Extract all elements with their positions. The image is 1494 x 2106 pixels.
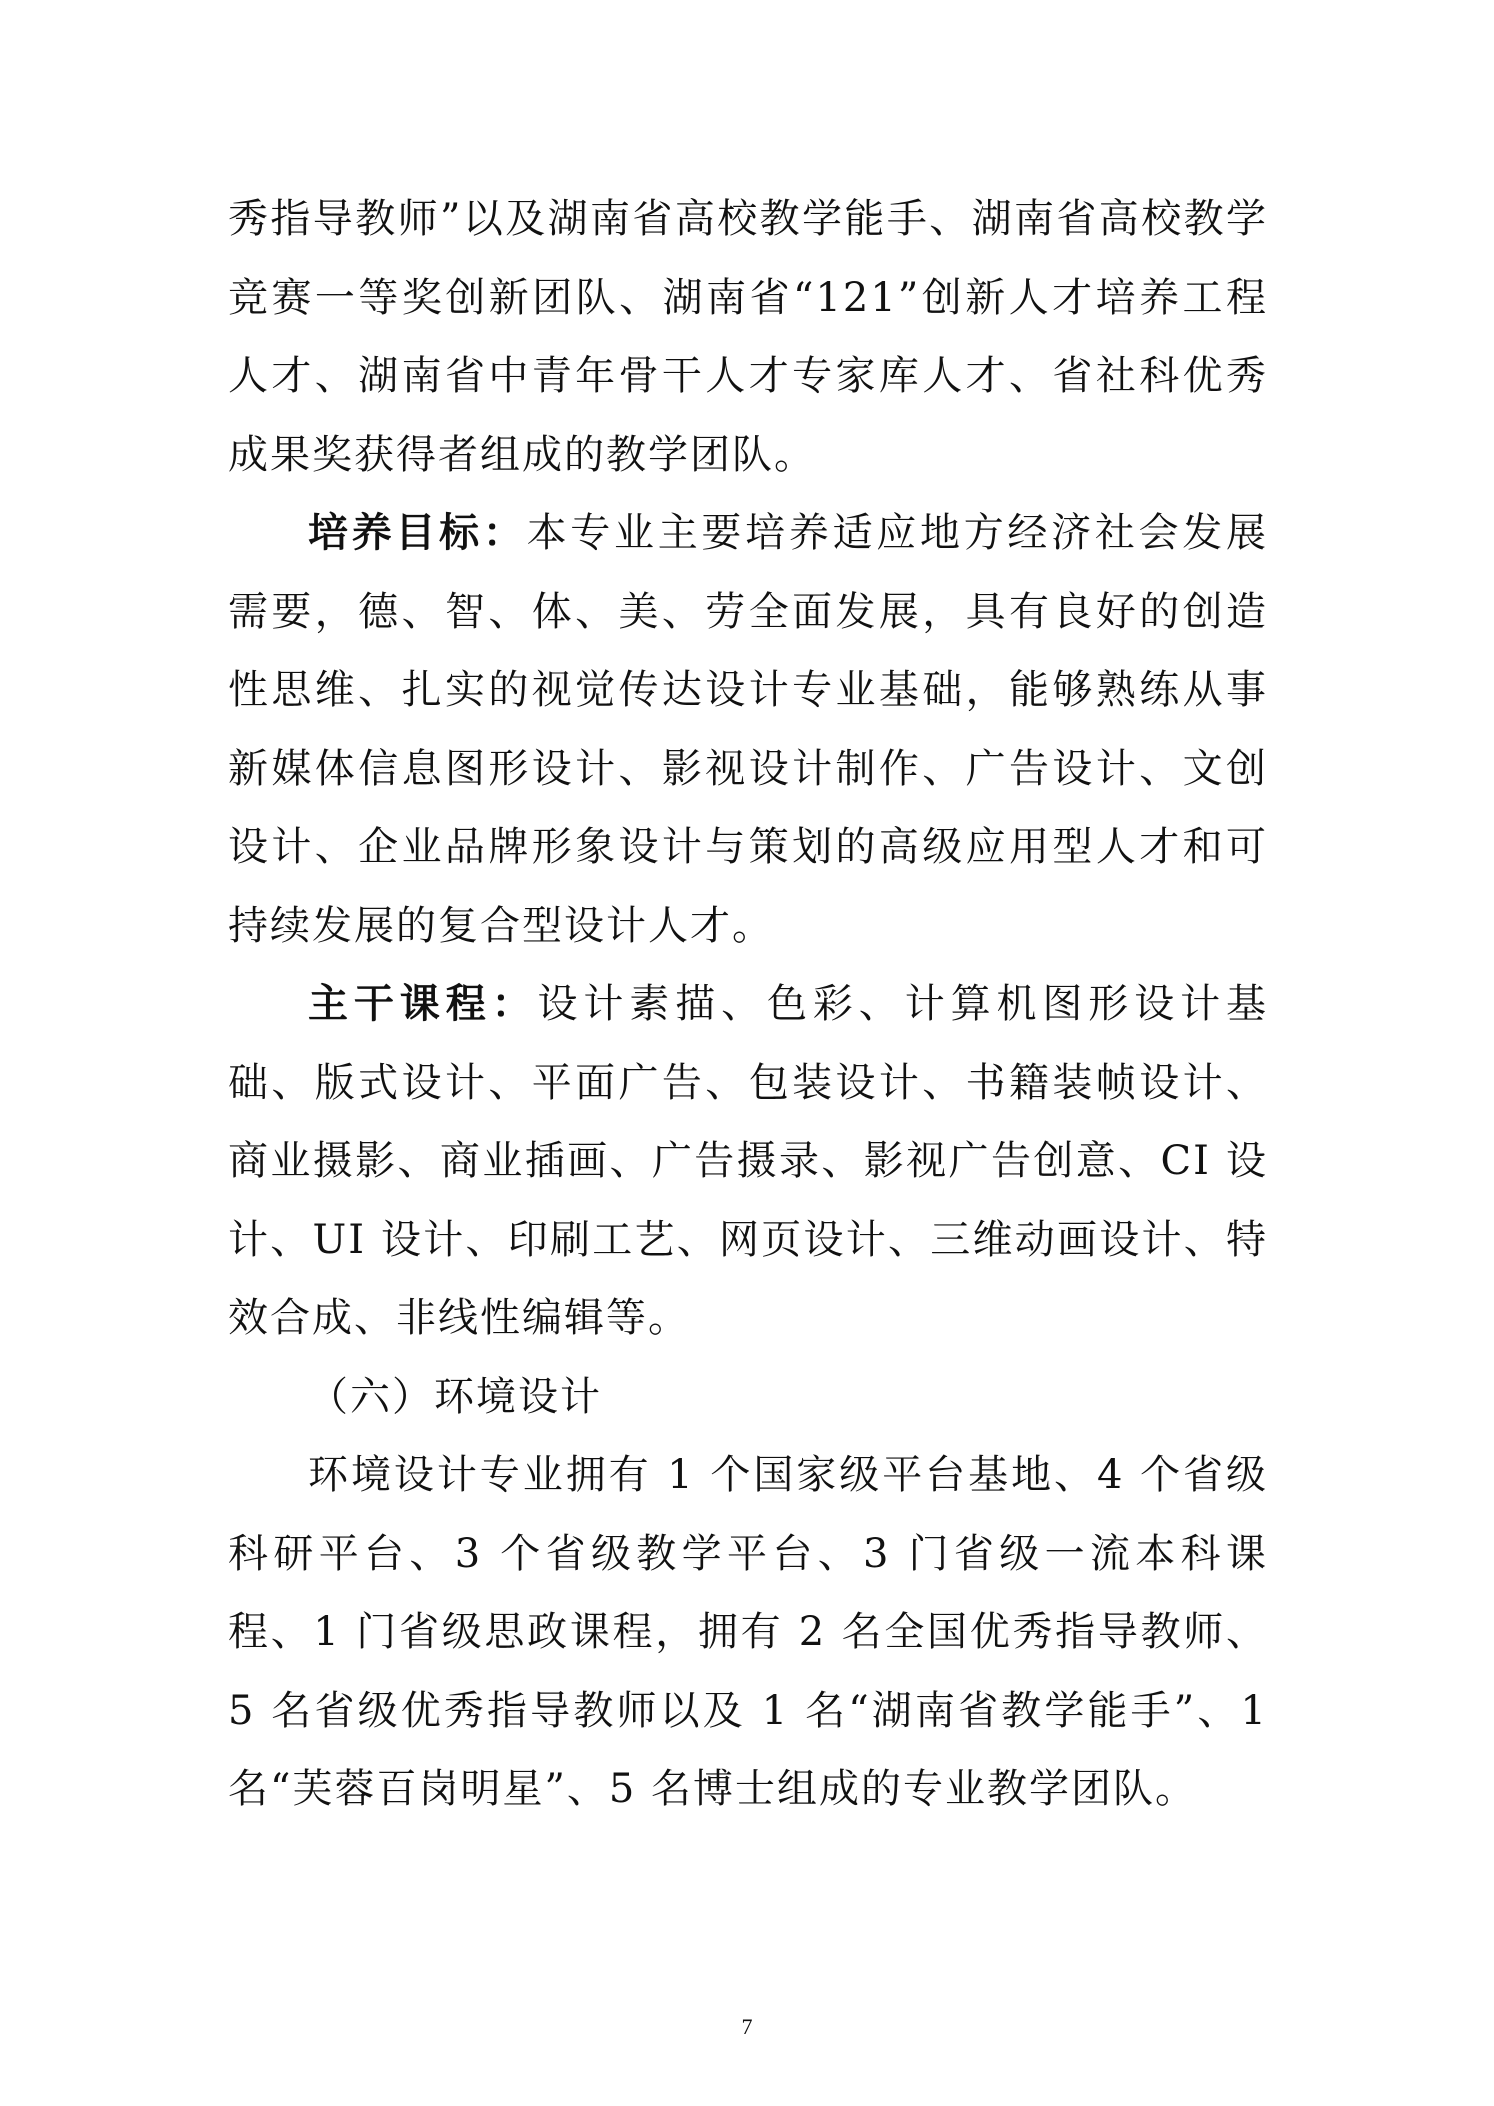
main-courses-label: 主干课程： — [308, 981, 538, 1027]
main-courses-paragraph — [228, 965, 1268, 1358]
document-body — [228, 180, 1268, 1829]
continuation-paragraph: 秀指导教师”以及湖南省高校教学能手、湖南省高校教学竞赛一等奖创新团队、湖南省“121”创新人才培养工程人才、湖南省中青年骨干人才专家库人才、省社科优秀成果奖获得者组成的教学团队。 — [228, 196, 1268, 478]
page-number: 7 — [741, 2014, 753, 2039]
section-paragraph: 环境设计专业拥有 1 个国家级平台基地、4 个省级科研平台、3 个省级教学平台、3 门省级一流本科课程、1 门省级思政课程，拥有 2 名全国优秀指导教师、5 名省级优秀指导教师以及 1 名“湖南省教学能手”、1 名“芙蓉百岗明星”、5 名博士组成的专业教学团队。 — [228, 1452, 1268, 1812]
main-courses-text: 设计素描、色彩、计算机图形设计基础、版式设计、平面广告、包装设计、书籍装帧设计、商业摄影、商业插画、广告摄录、影视广告创意、CI 设计、UI 设计、印刷工艺、网页设计、三维动画设计、特效合成、非线性编辑等。 — [228, 981, 1268, 1341]
training-goal-text: 本专业主要培养适应地方经济社会发展需要，德、智、体、美、劳全面发展，具有良好的创造性思维、扎实的视觉传达设计专业基础，能够熟练从事新媒体信息图形设计、影视设计制作、广告设计、文创设计、企业品牌形象设计与策划的高级应用型人才和可持续发展的复合型设计人才。 — [228, 510, 1269, 949]
training-goal-paragraph — [228, 494, 1268, 965]
section-heading: （六）环境设计 — [308, 1373, 602, 1420]
training-goal-label: 培养目标： — [308, 510, 527, 556]
